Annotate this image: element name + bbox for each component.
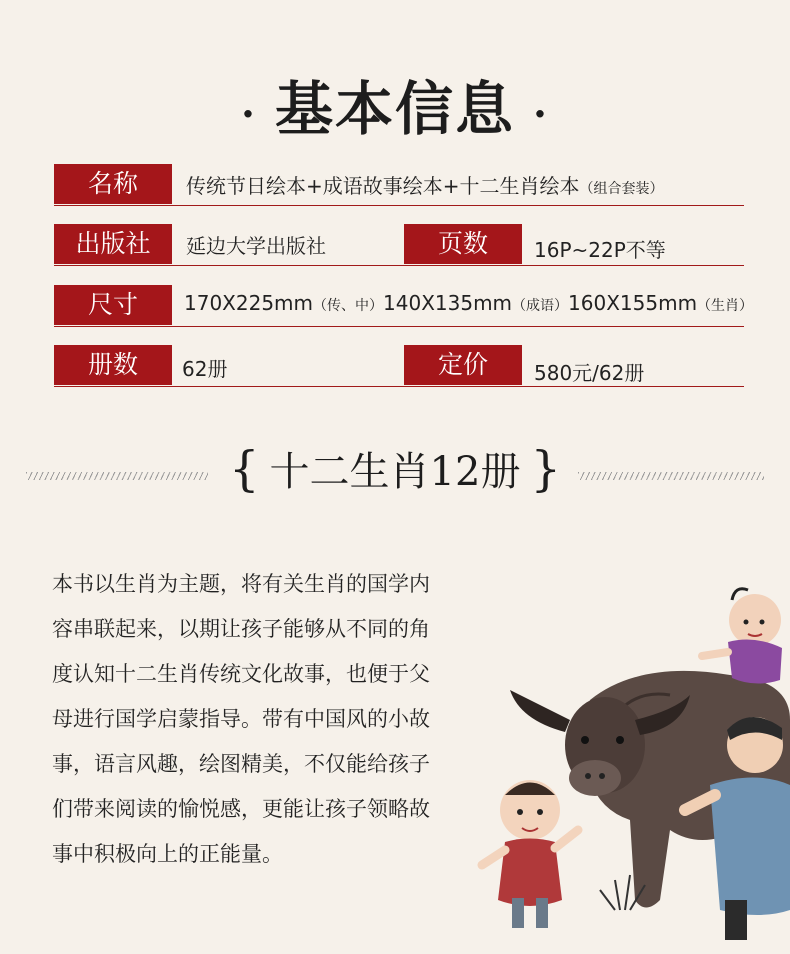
section-title: { 十二生肖12册 } — [229, 441, 561, 497]
divider — [54, 386, 744, 387]
size-value: 170X225mm（传、中）140X135mm（成语）160X155mm（生肖） — [184, 291, 754, 315]
boy-on-buffalo — [702, 589, 782, 684]
divider — [54, 265, 744, 266]
info-row-name — [54, 164, 744, 206]
page-title: · 基本信息 · — [241, 75, 549, 143]
description-line: 事中积极向上的正能量。 — [52, 842, 283, 866]
description-line: 本书以生肖为主题，将有关生肖的国学内 — [52, 572, 430, 596]
children-with-water-buffalo-illustration — [470, 580, 790, 954]
name-label: 名称 — [54, 164, 172, 204]
title-text: 基本信息 — [274, 75, 515, 143]
description-line: 度认知十二生肖传统文化故事，也便于父 — [52, 662, 430, 686]
info-row-volumes — [54, 345, 744, 387]
publisher-value: 延边大学出版社 — [186, 234, 326, 258]
divider — [54, 326, 744, 327]
info-row-size — [54, 285, 754, 327]
description-line: 容串联起来，以期让孩子能够从不同的角 — [52, 617, 430, 641]
pages-value: 16P~22P不等 — [534, 238, 666, 262]
description-line: 事，语言风趣，绘图精美，不仅能给孩子 — [52, 752, 430, 776]
info-row-publisher — [54, 224, 744, 266]
description — [52, 562, 492, 877]
volumes-label: 册数 — [54, 345, 172, 385]
description-line: 们带来阅读的愉悦感，更能让孩子领略故 — [52, 797, 430, 821]
pages-label: 页数 — [404, 224, 522, 264]
divider — [54, 205, 744, 206]
section-title-text: 十二生肖12册 — [269, 449, 521, 495]
child-figure — [482, 780, 578, 928]
description-line: 母进行国学启蒙指导。带有中国风的小故 — [52, 707, 430, 731]
price-value: 580元/62册 — [534, 361, 645, 385]
name-value: 传统节日绘本+成语故事绘本+十二生肖绘本（组合套装） — [186, 174, 664, 198]
price-label: 定价 — [404, 345, 522, 385]
publisher-label: 出版社 — [54, 224, 172, 264]
volumes-value: 62册 — [182, 357, 228, 381]
size-label: 尺寸 — [54, 285, 172, 325]
